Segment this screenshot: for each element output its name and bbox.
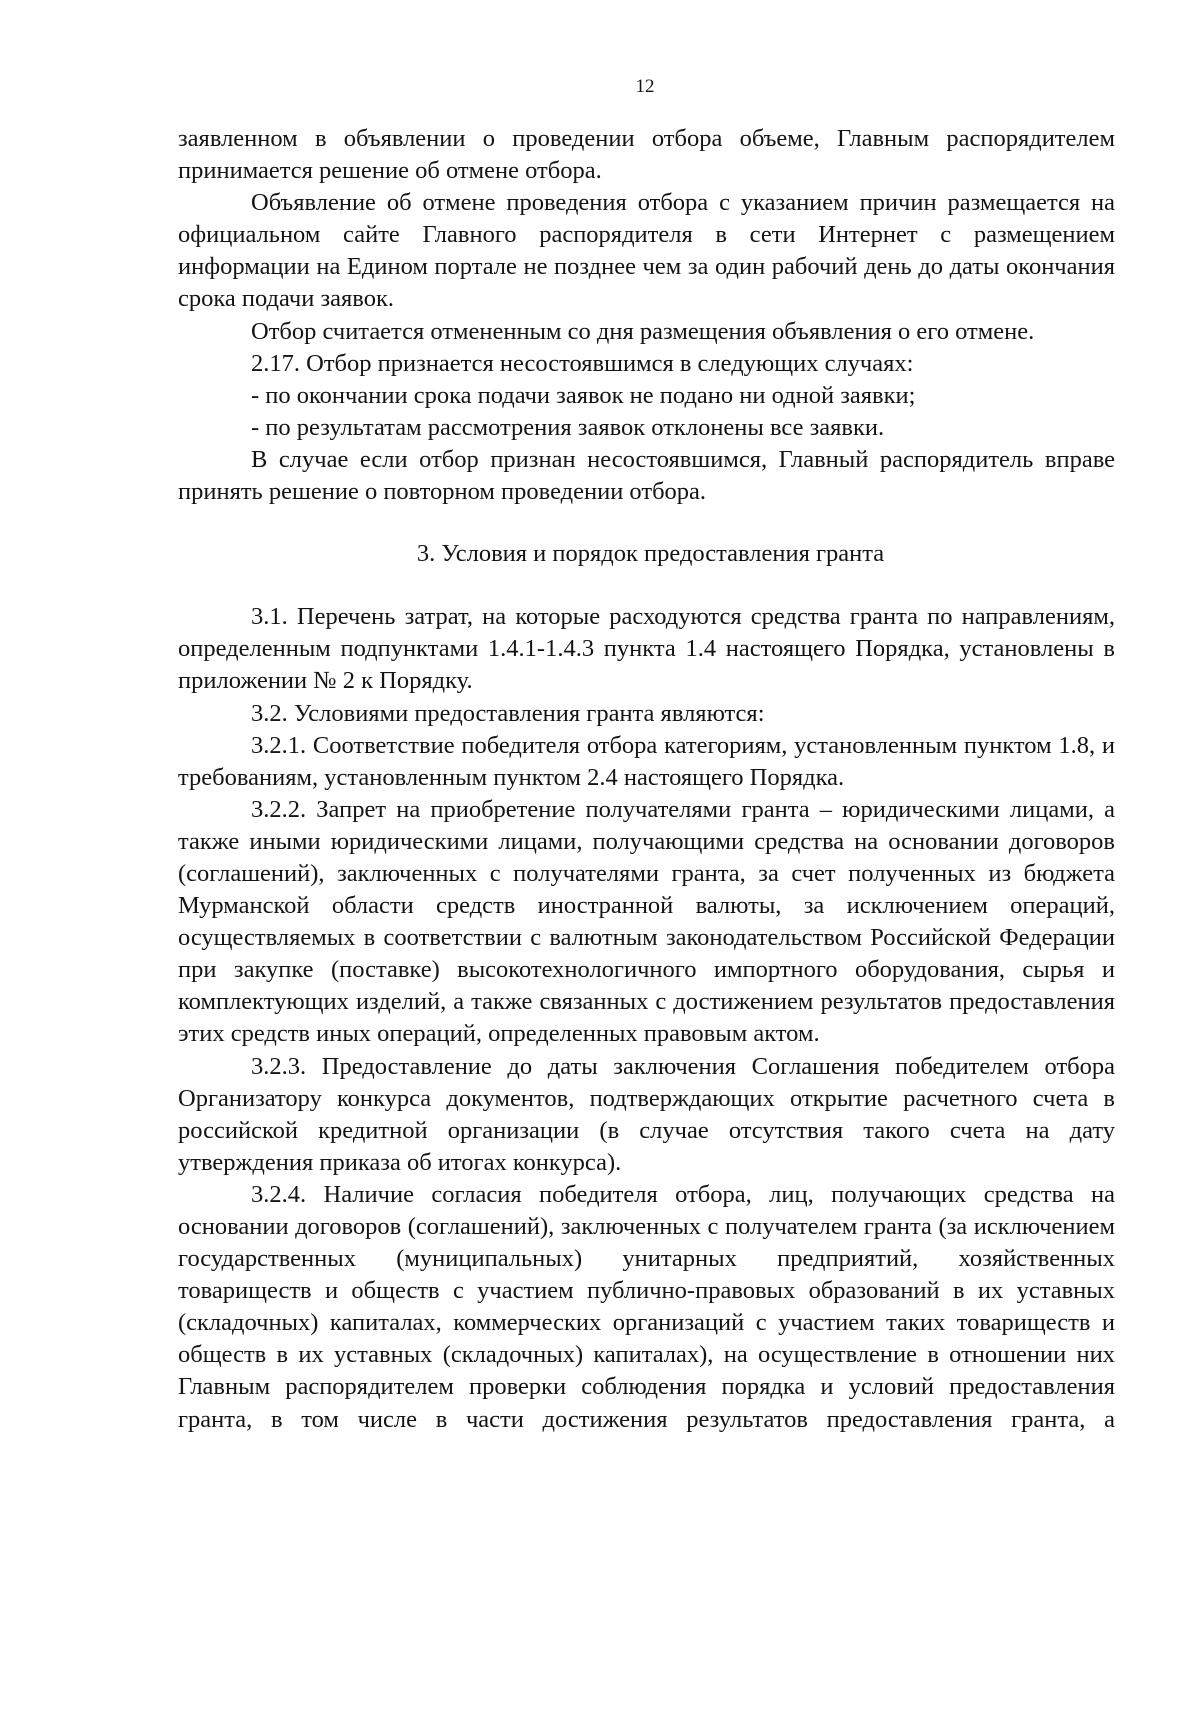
document-body	[178, 123, 1115, 1436]
section-heading: 3. Условия и порядок предоставления гранта	[416, 540, 885, 568]
paragraph: Объявление об отмене проведения отбора с указанием причин размещается на официальном сайте Главного распорядителя в сети Интернет с размещением информации на Едином портале не позднее чем за один рабочий день до даты окончания срока подачи заявок.	[178, 189, 1115, 313]
paragraphs-before-heading	[178, 123, 1115, 508]
paragraph: - по результатам рассмотрения заявок отклонены все заявки.	[251, 413, 885, 441]
paragraphs-after-heading	[178, 601, 1115, 1435]
paragraph: 3.1. Перечень затрат, на которые расходуются средства гранта по направлениям, определенным подпунктами 1.4.1-1.4.3 пункта 1.4 настоящего Порядка, установлены в приложении № 2 к Порядку.	[178, 603, 1115, 695]
paragraph: 2.17. Отбор признается несостоявшимся в следующих случаях:	[251, 349, 914, 377]
paragraph: Отбор считается отмененным со дня размещения объявления о его отмене.	[251, 317, 1035, 345]
paragraph: 3.2.2. Запрет на приобретение получателями гранта – юридическими лицами, а также иными юридическими лицами, получающими средства на основании договоров (соглашений), заключенных с получателями гранта, за счет полученных из бюджета Мурманской области средств иностранной валюты, за исключением операций, осуществляемых в соответствии с валютным законодательством Российской Федерации при закупке (поставке) высокотехнологичного импортного оборудования, сырья и комплектующих изделий, а также связанных с достижением результатов предоставления этих средств иных операций, определенных правовым актом.	[178, 795, 1115, 1048]
paragraph: 3.2. Условиями предоставления гранта являются:	[251, 699, 765, 727]
paragraph: 3.2.1. Соответствие победителя отбора категориям, установленным пунктом 1.8, и требованиям, установленным пунктом 2.4 настоящего Порядка.	[178, 731, 1115, 791]
paragraph: - по окончании срока подачи заявок не подано ни одной заявки;	[251, 381, 916, 409]
paragraph: 3.2.4. Наличие согласия победителя отбора, лиц, получающих средства на основании договоров (соглашений), заключенных с получателем гранта (за исключением государственных (муниципальных) унитарных предприятий, хозяйственных товариществ и обществ с участием публично-правовых образований в их уставных (складочных) капиталах, коммерческих организаций с участием таких товариществ и обществ в их уставных (складочных) капиталах), на осуществление в отношении них Главным распорядителем проверки соблюдения порядка и условий предоставления гранта, в том числе в части достижения результатов предоставления гранта, а	[178, 1180, 1115, 1433]
paragraph: В случае если отбор признан несостоявшимся, Главный распорядитель вправе принять решение о повторном проведении отбора.	[178, 445, 1115, 506]
page-number: 12	[635, 76, 655, 97]
paragraph: заявленном в объявлении о проведении отбора объеме, Главным распорядителем принимается решение об отмене отбора.	[178, 125, 1115, 185]
paragraph: 3.2.3. Предоставление до даты заключения Соглашения победителем отбора Организатору конкурса документов, подтверждающих открытие расчетного счета в российской кредитной организации (в случае отсутствия такого счета на дату утверждения приказа об итогах конкурса).	[178, 1052, 1115, 1176]
